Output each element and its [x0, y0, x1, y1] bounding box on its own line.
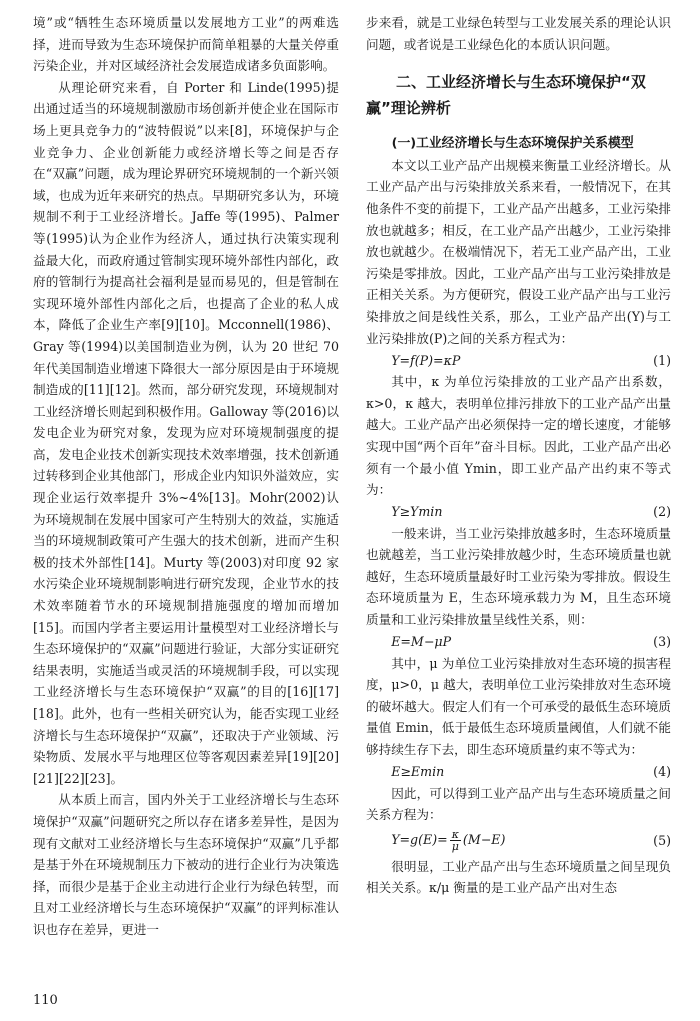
equation-number: (5) — [653, 833, 671, 849]
equation-1 — [366, 349, 671, 371]
paragraph: 从理论研究来看，自 Porter 和 Linde(1995)提出通过适当的环境规制激励市场创新并使企业在国际市场上更具竞争力的“波特假说”以来[8]，环境保护与企业竞争力、企业创新能力或经济增长等之间是否存在“双赢”问题，成为理论界研究环境规制的一个新兴领域，也成为近年来研究的热点。早期研究多认为，环境规制不利于工业经济增长。Jaffe 等(1995)、Palmer 等(1995)认为企业作为经济人，通过执行决策实现利益最大化，而政府通过管制实现环境外部性内部化，政府的管制行为提高社会福利是显而易见的，但是管制在实现环境外部性内部化之后，也提高了企业的私人成本，降低了企业生产率[9][10]。Mcconnell(1986)、Gray 等(1994)以美国制造业为例，认为 20 世纪 70 年代美国制造业增速下降很大一部分原因是由于环境规制造成的[11][12]。然而，部分研究发现，环境规制对工业经济增长则起到积极作用。Galloway 等(2016)以发电企业为研究对象，发现为应对环境规制强度的提高，发电企业技术创新实现技术效率增强，技术创新通过转移到企业其他部门，形成企业内知识外溢效应，实现企业运行效率提升 3%~4%[13]。Mohr(2002)认为环境规制在发展中国家可产生特别大的效益，实施适当的环境规制政策可产生强大的技术创新，进而产生积极的技术外部性[14]。Murty 等(2003)对印度 92 家水污染企业环境规制影响进行研究发现，企业节水的技术效率随着节水的环境规制措施强度的增加而增加[15]。而国内学者主要运用计量模型对工业经济增长与生态环境保护的“双赢”问题进行验证，大部分实证研究结果表明，实施适当或灵活的环境规制手段，可以实现工业经济增长与生态环境保护“双赢”的目的[16][17][18]。此外，也有一些相关研究认为，能否实现工业经济增长与生态环境保护“双赢”，还取决于产业领域、污染物质、发展水平与地理区位等客观因素差异[19][20][21][22][23]。 — [33, 79, 339, 786]
right-column — [366, 12, 671, 899]
paragraph: 因此，可以得到工业产品产出与生态环境质量之间关系方程为： — [366, 785, 671, 823]
left-column — [33, 12, 339, 941]
page-number: 110 — [33, 993, 58, 1008]
fraction-numerator: κ — [451, 828, 459, 842]
paragraph: 步来看，就是工业绿色转型与工业发展关系的理论认识问题，或者说是工业绿色化的本质认识问题。 — [366, 15, 671, 52]
equation-left: Y=g(E)= — [391, 832, 448, 848]
equation-3 — [366, 631, 671, 653]
paragraph: 其中，κ 为单位污染排放的工业产品产出系数，κ>0，κ 越大，表明单位排污排放下的工业产品产出量越大。工业产品产出必须保持一定的增长速度，才能够实现中国“两个百年”奋斗目标。因此，工业产品产出必须有一个最小值 Ymin，即工业产品产出约束不等式为： — [366, 374, 671, 498]
paragraph: 本文以工业产品产出规模来衡量工业经济增长。从工业产品产出与污染排放关系来看，一般情况下，在其他条件不变的前提下，工业产品产出越多，工业污染排放也就越多；相反，在工业产品产出越少，工业污染排放也就越少。在极端情况下，若无工业产品产出，工业污染是零排放。因此，工业产品产出与工业污染排放是正相关关系。为方便研究，假设工业产品产出与工业污染排放之间是线性关系，那么，工业产品产出(Y)与工业污染排放(P)之间的关系方程式为： — [366, 157, 671, 346]
equation-5 — [366, 826, 671, 856]
fraction — [450, 829, 461, 852]
equation-body: E=M−μP — [391, 634, 452, 650]
paragraph: 很明显，工业产品产出与生态环境质量之间呈现负相关关系。κ/μ 衡量的是工业产品产出对生态 — [366, 858, 671, 896]
equation-body: E≥Emin — [391, 764, 445, 780]
fraction-denominator: μ — [451, 840, 459, 854]
equation-4 — [366, 761, 671, 783]
equation-body — [391, 829, 505, 852]
equation-2 — [366, 501, 671, 523]
paragraph: 一般来讲，当工业污染排放越多时，生态环境质量也就越差，当工业污染排放越少时，生态环境质量也就越好，生态环境质量最好时工业污染为零排放。假设生态环境质量为 E，生态环境承载力为 M，且生态环境质量和工业污染排放量呈线性关系，则： — [366, 525, 671, 628]
equation-right: (M−E) — [462, 832, 506, 848]
paragraph: 其中，μ 为单位工业污染排放对生态环境的损害程度，μ>0，μ 越大，表明单位工业污染排放对生态环境的破坏越大。假定人们有一个可承受的最低生态环境质量值 Emin，低于最低生态环境质量阈值，人们就不能够持续生存下去，即生态环境质量约束不等式为： — [366, 655, 671, 758]
equation-number: (2) — [653, 504, 671, 520]
equation-number: (1) — [653, 352, 671, 368]
section-title: 二、工业经济增长与生态环境保护“双赢”理论辨析 — [366, 73, 646, 118]
equation-body: Y=f(P)=κP — [391, 352, 461, 368]
equation-number: (4) — [653, 764, 671, 780]
paragraph: 境”或“牺牲生态环境质量以发展地方工业”的两难选择，进而导致为生态环境保护而简单粗暴的大量关停重污染企业，并对区域经济社会发展造成诸多负面影响。 — [33, 15, 339, 74]
equation-number: (3) — [653, 634, 671, 650]
subsection-title: (一)工业经济增长与生态环境保护关系模型 — [391, 136, 634, 152]
paragraph: 从本质上而言，国内外关于工业经济增长与生态环境保护“双赢”问题研究之所以存在诸多差异性，是因为现有文献对工业经济增长与生态环境保护“双赢”几乎都是基于外在环境规制压力下被动的进行企业行为决策选择，而很少是基于企业主动进行企业行为绿色转型，而且对工业经济增长与生态环境保护“双赢”的评判标准认识也存在差异，更进一 — [33, 792, 339, 937]
equation-body: Y≥Ymin — [391, 504, 443, 520]
